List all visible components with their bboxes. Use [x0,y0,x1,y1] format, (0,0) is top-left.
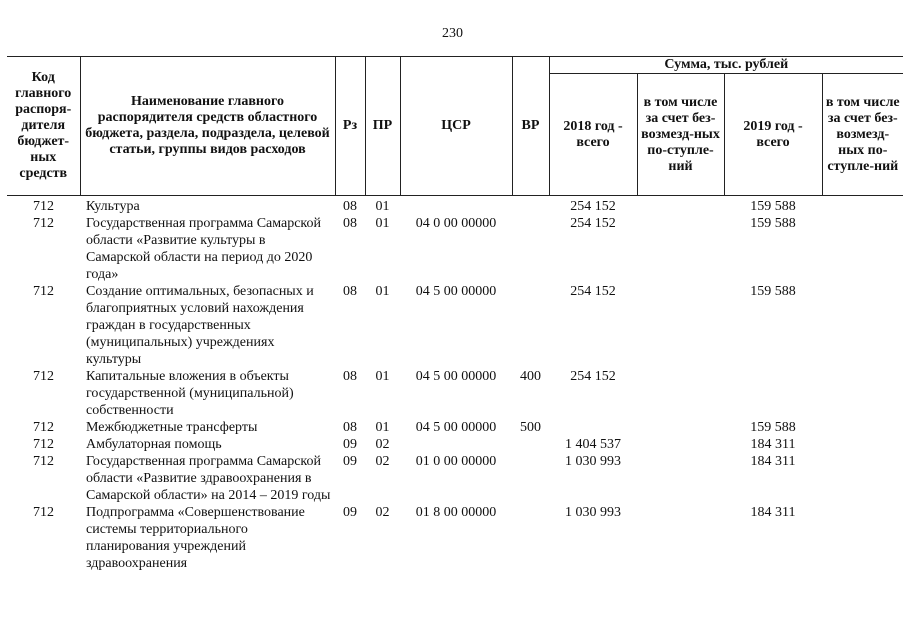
cell-2019-total: 184 311 [750,505,796,520]
cell-2019-gratis [822,436,903,453]
cell-2019-total: 159 588 [750,284,796,299]
cell-rz: 08 [343,420,357,435]
cell-csr: 04 0 00 00000 [415,216,497,231]
cell-csr: 04 5 00 00000 [415,420,497,435]
cell-csr: 04 5 00 00000 [415,284,497,299]
table-body [7,196,903,573]
cell-vr [512,215,549,283]
header-2019-gratis: в том числе за счет без-возмезд-ных по-ступле-ний [822,74,903,196]
cell-2019-gratis [822,504,903,572]
table-row [7,215,903,283]
cell-2018-total: 254 152 [570,199,616,214]
cell-2019-gratis [822,196,903,216]
cell-vr: 500 [520,420,541,435]
cell-2018-total: 1 404 537 [565,437,621,452]
cell-csr: 01 0 00 00000 [415,454,497,469]
cell-code: 712 [33,505,54,520]
page-number: 230 [442,26,463,41]
cell-vr [512,504,549,572]
cell-2018-gratis [637,436,724,453]
cell-name: Создание оптимальных, безопасных и благоприятных условий нахождения граждан в государственных (муниципальных) учреждениях культуры [86,284,314,367]
cell-2019-total: 159 588 [750,216,796,231]
cell-2019-total: 184 311 [750,437,796,452]
cell-pr: 01 [375,420,390,435]
cell-name: Государственная программа Самарской области «Развитие здравоохранения в Самарской области» на 2014 – 2019 годы [86,454,331,503]
cell-rz: 08 [343,284,357,299]
budget-table [7,56,903,572]
cell-2019-gratis [822,283,903,368]
header-name: Наименование главного распорядителя средств областного бюджета, раздела, подраздела, целевой статьи, группы видов расходов [80,57,335,196]
cell-2018-gratis [637,453,724,504]
table-row [7,368,903,419]
cell-2019-total: 184 311 [750,454,796,469]
cell-2018-gratis [637,196,724,216]
cell-vr [512,453,549,504]
cell-2018-gratis [637,368,724,419]
header-2019-total: 2019 год - всего [724,74,822,196]
cell-rz: 09 [343,454,357,469]
cell-2019-total: 159 588 [750,199,796,214]
cell-code: 712 [33,454,54,469]
cell-2019-total [724,368,822,419]
header-2018-gratis: в том числе за счет без-возмезд-ных по-ступле-ний [637,74,724,196]
cell-rz: 09 [343,505,357,520]
cell-pr: 01 [375,216,390,231]
cell-code: 712 [33,199,54,214]
header-sum-group: Сумма, тыс. рублей [549,57,903,74]
cell-csr: 01 8 00 00000 [415,505,497,520]
cell-pr: 02 [375,437,390,452]
cell-2019-gratis [822,419,903,436]
cell-csr [400,436,512,453]
cell-name: Культура [86,199,140,214]
cell-csr [400,196,512,216]
table-row [7,196,903,216]
cell-rz: 08 [343,199,357,214]
table-row [7,419,903,436]
table-row [7,504,903,572]
cell-vr [512,196,549,216]
cell-rz: 08 [343,216,357,231]
cell-2018-gratis [637,419,724,436]
cell-pr: 01 [375,369,390,384]
header-csr: ЦСР [400,57,512,196]
cell-2018-gratis [637,283,724,368]
cell-2019-total: 159 588 [750,420,796,435]
cell-2018-total: 254 152 [570,284,616,299]
cell-2018-total [549,419,637,436]
cell-2019-gratis [822,453,903,504]
cell-vr [512,436,549,453]
cell-2018-total: 1 030 993 [565,454,621,469]
cell-2018-gratis [637,504,724,572]
header-pr: ПР [365,57,400,196]
header-rz: Рз [335,57,365,196]
cell-name: Государственная программа Самарской области «Развитие культуры в Самарской области на период до 2020 года» [86,216,322,282]
cell-name: Подпрограмма «Совершенствование системы территориального планирования учреждений здравоохранения [86,505,305,571]
cell-2019-gratis [822,215,903,283]
cell-code: 712 [33,284,54,299]
cell-2018-total: 254 152 [570,369,616,384]
cell-pr: 01 [375,199,390,214]
table-row [7,283,903,368]
table-row [7,453,903,504]
header-code: Код главного распоря-дителя бюджет-ных средств [7,57,80,196]
table-row [7,436,903,453]
cell-code: 712 [33,420,54,435]
header-2018-total: 2018 год - всего [549,74,637,196]
cell-pr: 02 [375,454,390,469]
cell-pr: 01 [375,284,390,299]
cell-name: Межбюджетные трансферты [86,420,258,435]
cell-2018-gratis [637,215,724,283]
cell-rz: 08 [343,369,357,384]
cell-2018-total: 1 030 993 [565,505,621,520]
cell-code: 712 [33,216,54,231]
cell-name: Амбулаторная помощь [86,437,222,452]
cell-2018-total: 254 152 [570,216,616,231]
cell-2019-gratis [822,368,903,419]
cell-csr: 04 5 00 00000 [415,369,497,384]
cell-vr [512,283,549,368]
cell-code: 712 [33,437,54,452]
cell-vr: 400 [520,369,541,384]
cell-pr: 02 [375,505,390,520]
header-vr: ВР [512,57,549,196]
cell-code: 712 [33,369,54,384]
cell-name: Капитальные вложения в объекты государственной (муниципальной) собственности [86,369,294,418]
table-header [7,57,903,196]
cell-rz: 09 [343,437,357,452]
